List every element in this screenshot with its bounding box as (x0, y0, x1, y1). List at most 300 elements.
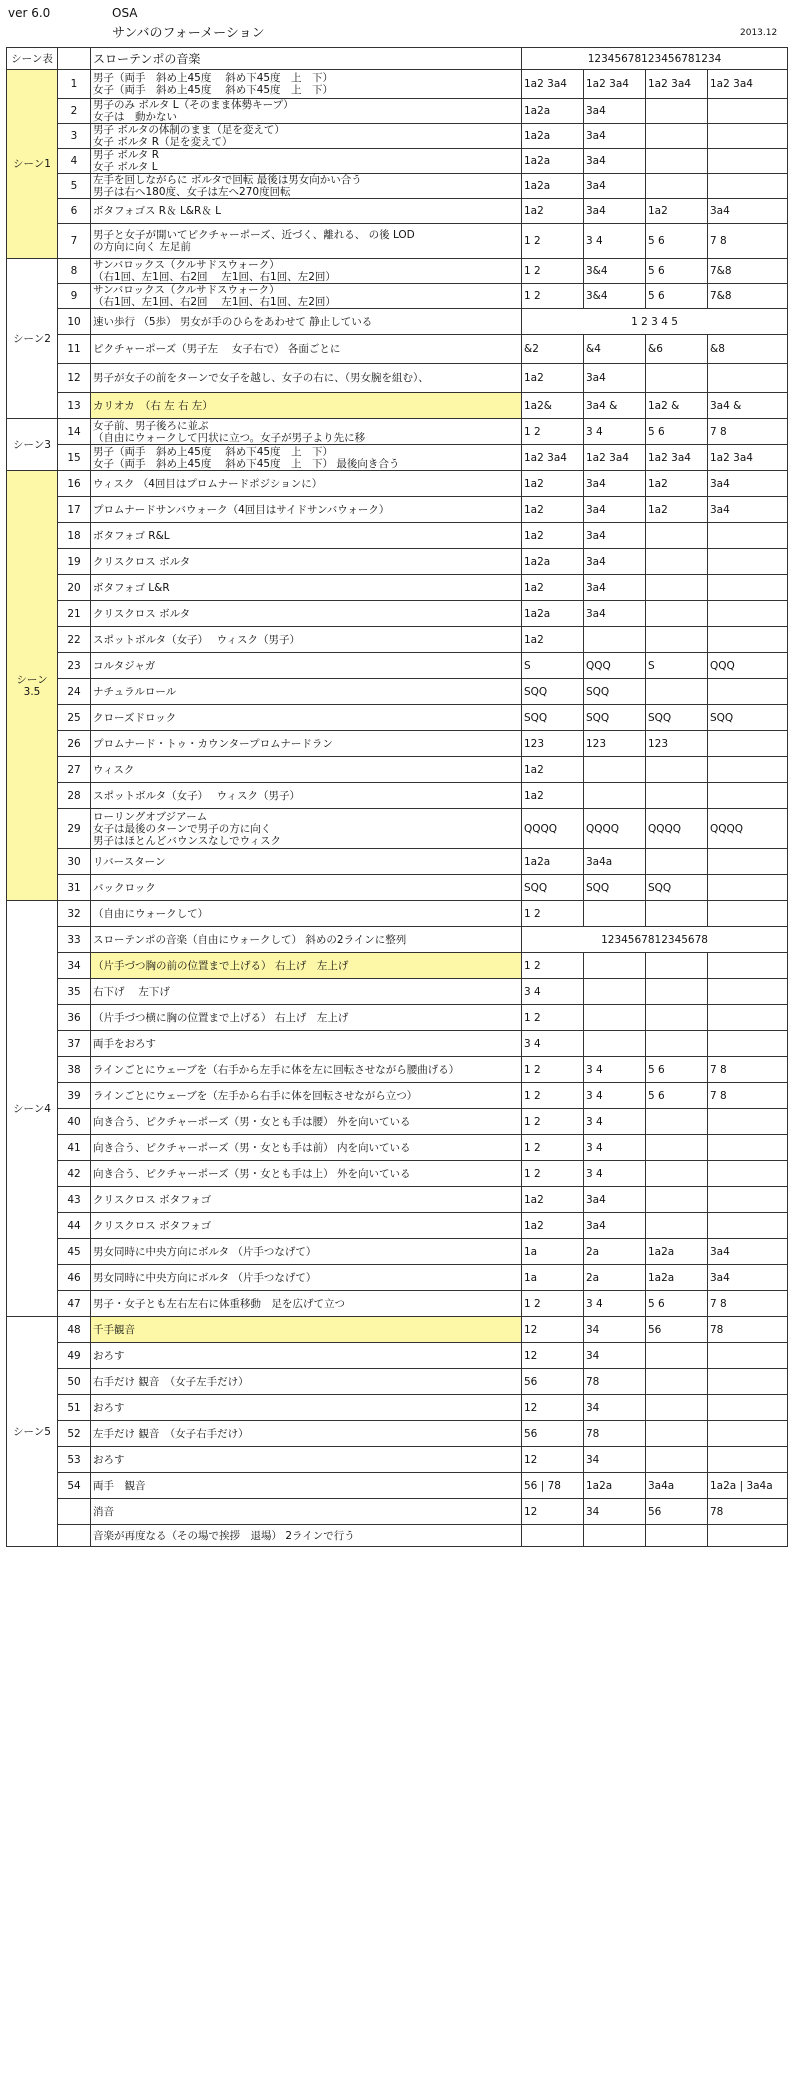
count-cell (646, 1135, 708, 1161)
count-cell (708, 875, 788, 901)
step-number: 54 (58, 1473, 91, 1499)
count-span: 1 2 3 4 5 (522, 309, 788, 335)
scene-column-header: シーン表 (7, 48, 58, 70)
count-cell (708, 953, 788, 979)
count-cell: 34 (584, 1317, 646, 1343)
step-number: 30 (58, 849, 91, 875)
count-span: 1234567812345678 (522, 927, 788, 953)
count-cell (708, 523, 788, 549)
team-name: OSA (112, 6, 138, 20)
count-cell: 1 2 (522, 901, 584, 927)
count-cell: 3a4 (584, 174, 646, 199)
step-description: クリスクロス ボルタ (91, 601, 522, 627)
count-cell: S (646, 653, 708, 679)
count-cell (646, 849, 708, 875)
count-cell: 3a4 (584, 497, 646, 523)
count-cell (584, 1031, 646, 1057)
count-cell: 12 (522, 1317, 584, 1343)
count-cell (584, 627, 646, 653)
count-cell: 78 (708, 1317, 788, 1343)
scene-label: シーン5 (7, 1317, 58, 1547)
document-date: 2013.12 (740, 28, 778, 38)
step-number: 16 (58, 471, 91, 497)
table-row (7, 224, 788, 259)
count-cell (708, 364, 788, 393)
table-row (7, 1525, 788, 1547)
step-description: 右手だけ 観音 （女子左手だけ） (91, 1369, 522, 1395)
count-cell (708, 1525, 788, 1547)
table-row (7, 1447, 788, 1473)
step-description: ボタフォゴス R＆ L&R＆ L (91, 199, 522, 224)
count-cell: 7 8 (708, 1083, 788, 1109)
count-cell: 3a4 (584, 471, 646, 497)
count-cell: 3a4 (708, 199, 788, 224)
step-description: ローリングオブジアーム 女子は最後のターンで男子の方に向く 男子はほとんどバウンスなしでウィスク (91, 809, 522, 849)
step-description: ボタフォゴ R&L (91, 523, 522, 549)
step-number: 47 (58, 1291, 91, 1317)
step-description: プロムナードサンバウォーク（4回目はサイドサンバウォーク） (91, 497, 522, 523)
table-row (7, 1421, 788, 1447)
step-number: 24 (58, 679, 91, 705)
step-number: 9 (58, 284, 91, 309)
count-cell: 3a4a (646, 1473, 708, 1499)
scene-label: シーン2 (7, 259, 58, 419)
step-number: 52 (58, 1421, 91, 1447)
count-cell (646, 549, 708, 575)
count-cell: 34 (584, 1395, 646, 1421)
step-description: クローズドロック (91, 705, 522, 731)
step-description: ピクチャーポーズ（男子左 女子右で） 各面ごとに (91, 335, 522, 364)
count-cell: 1a2 3a4 (708, 445, 788, 471)
count-cell: 7 8 (708, 224, 788, 259)
count-cell (708, 1109, 788, 1135)
table-row (7, 199, 788, 224)
step-number: 18 (58, 523, 91, 549)
step-number: 43 (58, 1187, 91, 1213)
count-cell: 1a2 3a4 (646, 445, 708, 471)
count-cell: 1a2 & (646, 393, 708, 419)
table-row (7, 1187, 788, 1213)
table-row (7, 901, 788, 927)
scene-label: シーン1 (7, 70, 58, 259)
table-row (7, 1005, 788, 1031)
step-description: 男子が女子の前をターンで女子を越し、女子の右に、（男女腕を組む）、 (91, 364, 522, 393)
count-cell: 1a2 3a4 (584, 445, 646, 471)
step-number: 26 (58, 731, 91, 757)
count-cell (646, 783, 708, 809)
count-cell: 56 (646, 1499, 708, 1525)
step-number: 25 (58, 705, 91, 731)
step-number: 32 (58, 901, 91, 927)
step-number: 10 (58, 309, 91, 335)
count-cell (646, 901, 708, 927)
table-row (7, 445, 788, 471)
step-number: 50 (58, 1369, 91, 1395)
table-row (7, 1291, 788, 1317)
table-row (7, 149, 788, 174)
step-description: 両手をおろす (91, 1031, 522, 1057)
step-number: 7 (58, 224, 91, 259)
count-cell (708, 99, 788, 124)
count-cell (708, 1187, 788, 1213)
count-cell: 3a4 (584, 523, 646, 549)
step-description: ナチュラルロール (91, 679, 522, 705)
table-row (7, 497, 788, 523)
table-row (7, 284, 788, 309)
count-cell (646, 601, 708, 627)
count-cell (646, 1161, 708, 1187)
num-column-header (58, 48, 91, 70)
step-number: 12 (58, 364, 91, 393)
step-number: 27 (58, 757, 91, 783)
count-cell: &2 (522, 335, 584, 364)
step-description: クリスクロス ボタフォゴ (91, 1187, 522, 1213)
step-number: 20 (58, 575, 91, 601)
step-description: 向き合う、ピクチャーポーズ（男・女とも手は上） 外を向いている (91, 1161, 522, 1187)
count-cell: 7&8 (708, 259, 788, 284)
step-number: 11 (58, 335, 91, 364)
count-cell (708, 1135, 788, 1161)
count-cell (708, 174, 788, 199)
count-cell: 7 8 (708, 1057, 788, 1083)
count-guide: 12345678123456781234 (522, 48, 788, 70)
step-description: 男子・女子とも左右左右に体重移動 足を広げて立つ (91, 1291, 522, 1317)
table-row (7, 1395, 788, 1421)
step-description: 左手を回しながらに ボルタで回転 最後は男女向かい合う 男子は右へ180度、女子は左へ270度回転 (91, 174, 522, 199)
count-cell (646, 364, 708, 393)
count-cell: 3a4 (584, 149, 646, 174)
step-description: プロムナード・トゥ・カウンタープロムナードラン (91, 731, 522, 757)
count-cell: 1a2 (522, 364, 584, 393)
count-cell: 5 6 (646, 1291, 708, 1317)
step-number: 53 (58, 1447, 91, 1473)
step-description: スポットボルタ（女子） ウィスク（男子） (91, 783, 522, 809)
count-cell (646, 953, 708, 979)
count-cell: 1 2 (522, 1057, 584, 1083)
count-cell: 1 2 (522, 1083, 584, 1109)
step-description: おろす (91, 1395, 522, 1421)
count-cell (584, 901, 646, 927)
table-row (7, 393, 788, 419)
step-description: 男子と女子が開いてピクチャーポーズ、近づく、離れる、 の後 LOD の方向に向く 左足前 (91, 224, 522, 259)
count-cell (646, 1395, 708, 1421)
table-row (7, 1135, 788, 1161)
count-cell: 1a2a (522, 849, 584, 875)
count-cell: 1a2a (522, 549, 584, 575)
count-cell: S (522, 653, 584, 679)
count-cell: QQQ (708, 653, 788, 679)
count-cell (708, 124, 788, 149)
count-cell (646, 523, 708, 549)
count-cell: 123 (646, 731, 708, 757)
count-cell: 3a4 (584, 601, 646, 627)
count-cell: 1a2 3a4 (708, 70, 788, 99)
count-cell: 3a4 (584, 124, 646, 149)
count-cell (522, 1525, 584, 1547)
step-number: 21 (58, 601, 91, 627)
count-cell: 1a2a (522, 149, 584, 174)
count-cell: 1a2 (522, 757, 584, 783)
count-cell: 3a4 & (708, 393, 788, 419)
step-description: カリオカ （右 左 右 左） (91, 393, 522, 419)
count-cell (708, 1447, 788, 1473)
count-cell: 2a (584, 1239, 646, 1265)
count-cell: 1a2 (522, 1213, 584, 1239)
table-row (7, 523, 788, 549)
count-cell (708, 979, 788, 1005)
step-number: 28 (58, 783, 91, 809)
count-cell: 3a4 (584, 575, 646, 601)
count-cell: 56 (646, 1317, 708, 1343)
count-cell (708, 1343, 788, 1369)
count-cell (708, 1005, 788, 1031)
count-cell (708, 757, 788, 783)
count-cell: 1a2 3a4 (584, 70, 646, 99)
step-number: 1 (58, 70, 91, 99)
count-cell: 1 2 (522, 259, 584, 284)
table-row (7, 783, 788, 809)
count-cell: 1a2 (646, 199, 708, 224)
table-row (7, 1239, 788, 1265)
count-cell (584, 953, 646, 979)
count-cell (708, 549, 788, 575)
count-cell: 1 2 (522, 1161, 584, 1187)
table-row (7, 124, 788, 149)
table-row (7, 549, 788, 575)
count-cell: 1a (522, 1265, 584, 1291)
count-cell (646, 1525, 708, 1547)
step-description: ラインごとにウェーブを（左手から右手に体を回転させながら立つ） (91, 1083, 522, 1109)
count-cell: SQQ (584, 875, 646, 901)
step-description: 左手だけ 観音 （女子右手だけ） (91, 1421, 522, 1447)
table-row (7, 927, 788, 953)
count-cell: &8 (708, 335, 788, 364)
table-row (7, 309, 788, 335)
count-cell: 1 2 (522, 1135, 584, 1161)
count-cell: SQQ (646, 875, 708, 901)
count-cell (646, 1343, 708, 1369)
step-number: 35 (58, 979, 91, 1005)
count-cell: QQQQ (646, 809, 708, 849)
step-description: 消音 (91, 1499, 522, 1525)
count-cell: 2a (584, 1265, 646, 1291)
step-number (58, 1525, 91, 1547)
table-row (7, 70, 788, 99)
step-number: 42 (58, 1161, 91, 1187)
count-cell: 34 (584, 1499, 646, 1525)
count-cell: 1a2 (522, 199, 584, 224)
count-cell (708, 1161, 788, 1187)
step-description: サンバロックス（クルサドスウォーク） （右1回、左1回、右2回 左1回、右1回、左2回） (91, 259, 522, 284)
step-description: コルタジャガ (91, 653, 522, 679)
count-cell (708, 1213, 788, 1239)
step-description: バックロック (91, 875, 522, 901)
count-cell (646, 627, 708, 653)
step-number: 31 (58, 875, 91, 901)
count-cell: 78 (708, 1499, 788, 1525)
table-row (7, 575, 788, 601)
table-row (7, 174, 788, 199)
table-row (7, 1473, 788, 1499)
count-cell (584, 757, 646, 783)
table-row (7, 335, 788, 364)
step-number: 44 (58, 1213, 91, 1239)
count-cell: 3a4 (584, 99, 646, 124)
step-number: 49 (58, 1343, 91, 1369)
count-cell: 1a2 (522, 471, 584, 497)
count-cell: 5 6 (646, 224, 708, 259)
step-description: おろす (91, 1343, 522, 1369)
table-row (7, 99, 788, 124)
step-description: ラインごとにウェーブを（右手から左手に体を左に回転させながら腰曲げる） (91, 1057, 522, 1083)
step-description: リバースターン (91, 849, 522, 875)
step-number: 45 (58, 1239, 91, 1265)
count-cell (646, 174, 708, 199)
table-row (7, 1499, 788, 1525)
count-cell: 12 (522, 1343, 584, 1369)
count-cell (646, 149, 708, 174)
first-music-label: スローテンポの音楽 (91, 48, 522, 70)
count-cell (646, 99, 708, 124)
count-cell: 1a (522, 1239, 584, 1265)
step-number: 17 (58, 497, 91, 523)
count-cell: SQQ (522, 705, 584, 731)
table-row (7, 1265, 788, 1291)
count-cell: 7 8 (708, 1291, 788, 1317)
count-cell: 3 4 (522, 1031, 584, 1057)
count-cell: 123 (522, 731, 584, 757)
count-cell (584, 783, 646, 809)
count-cell: 1a2 (646, 497, 708, 523)
count-cell (646, 124, 708, 149)
table-row (7, 601, 788, 627)
count-cell: 1 2 (522, 1291, 584, 1317)
count-cell: 3a4 & (584, 393, 646, 419)
step-number: 29 (58, 809, 91, 849)
count-cell: 5 6 (646, 1057, 708, 1083)
count-cell: SQQ (708, 705, 788, 731)
step-number: 4 (58, 149, 91, 174)
step-number: 22 (58, 627, 91, 653)
count-cell (646, 1447, 708, 1473)
step-description: 男子 ボルタの体制のまま（足を変えて） 女子 ボルタ R（足を変えて） (91, 124, 522, 149)
count-cell: 1a2 (646, 471, 708, 497)
count-cell (584, 1005, 646, 1031)
count-cell: 1 2 (522, 1109, 584, 1135)
count-cell: QQQQ (522, 809, 584, 849)
scene-label: シーン4 (7, 901, 58, 1317)
step-number: 48 (58, 1317, 91, 1343)
table-row (7, 259, 788, 284)
count-cell (584, 979, 646, 1005)
count-cell: 3 4 (584, 419, 646, 445)
table-row (7, 1083, 788, 1109)
count-cell: 56 (522, 1421, 584, 1447)
step-number: 14 (58, 419, 91, 445)
step-description: 音楽が再度なる（その場で挨拶 退場） 2ラインで行う (91, 1525, 522, 1547)
count-cell: 5 6 (646, 1083, 708, 1109)
count-cell (646, 1109, 708, 1135)
count-cell (708, 783, 788, 809)
count-cell: 3a4 (584, 364, 646, 393)
count-cell: 1a2a (522, 99, 584, 124)
count-cell (646, 1187, 708, 1213)
count-cell: 1a2a (522, 601, 584, 627)
table-row (7, 627, 788, 653)
step-description: 女子前、男子後ろに並ぶ （自由にウォークして円状に立つ。女子が男子より先に移 (91, 419, 522, 445)
count-cell (646, 575, 708, 601)
count-cell: 7&8 (708, 284, 788, 309)
step-number: 51 (58, 1395, 91, 1421)
count-cell: 1a2 (522, 783, 584, 809)
count-cell: 3 4 (584, 1109, 646, 1135)
count-cell (708, 731, 788, 757)
count-cell: 3a4 (708, 1239, 788, 1265)
count-cell: 12 (522, 1395, 584, 1421)
count-cell: &4 (584, 335, 646, 364)
table-row (7, 1031, 788, 1057)
table-row (7, 953, 788, 979)
count-cell: 3a4 (584, 199, 646, 224)
count-cell (708, 1369, 788, 1395)
table-row (7, 471, 788, 497)
table-row (7, 875, 788, 901)
table-row (7, 364, 788, 393)
count-cell: 3a4 (708, 471, 788, 497)
count-cell: 34 (584, 1447, 646, 1473)
count-cell: 1 2 (522, 953, 584, 979)
count-cell: 3a4a (584, 849, 646, 875)
step-description: 千手観音 (91, 1317, 522, 1343)
table-row (7, 1317, 788, 1343)
count-cell: 1a2 (522, 1187, 584, 1213)
count-cell: 78 (584, 1369, 646, 1395)
step-description: 向き合う、ピクチャーポーズ（男・女とも手は腰） 外を向いている (91, 1109, 522, 1135)
count-cell: 1a2 (522, 497, 584, 523)
count-cell (646, 757, 708, 783)
table-row (7, 1109, 788, 1135)
step-description: 男子のみ ボルタ L（そのまま体勢キープ） 女子は 動かない (91, 99, 522, 124)
table-row (7, 731, 788, 757)
count-cell: 34 (584, 1343, 646, 1369)
step-description: 向き合う、ピクチャーポーズ（男・女とも手は前） 内を向いている (91, 1135, 522, 1161)
count-cell: &6 (646, 335, 708, 364)
version-label: ver 6.0 (8, 6, 51, 20)
count-cell (646, 1421, 708, 1447)
count-cell (708, 1421, 788, 1447)
step-description: 男女同時に中央方向にボルタ （片手つなげて） (91, 1239, 522, 1265)
count-cell: QQQQ (708, 809, 788, 849)
count-cell: 1a2a (522, 124, 584, 149)
step-number: 34 (58, 953, 91, 979)
count-cell: 1a2a | 3a4a (708, 1473, 788, 1499)
count-cell: SQQ (522, 679, 584, 705)
step-description: 両手 観音 (91, 1473, 522, 1499)
count-cell: 5 6 (646, 419, 708, 445)
step-description: クリスクロス ボタフォゴ (91, 1213, 522, 1239)
table-row (7, 757, 788, 783)
count-cell: 1a2a (646, 1239, 708, 1265)
step-number: 5 (58, 174, 91, 199)
step-number: 46 (58, 1265, 91, 1291)
step-description: （片手づつ胸の前の位置まで上げる） 右上げ 左上げ (91, 953, 522, 979)
step-description: サンバロックス（クルサドスウォーク） （右1回、左1回、右2回 左1回、右1回、左2回） (91, 284, 522, 309)
count-cell (646, 679, 708, 705)
step-number (58, 1499, 91, 1525)
count-cell: 3 4 (584, 1083, 646, 1109)
count-cell (646, 1005, 708, 1031)
count-cell: 3a4 (584, 549, 646, 575)
